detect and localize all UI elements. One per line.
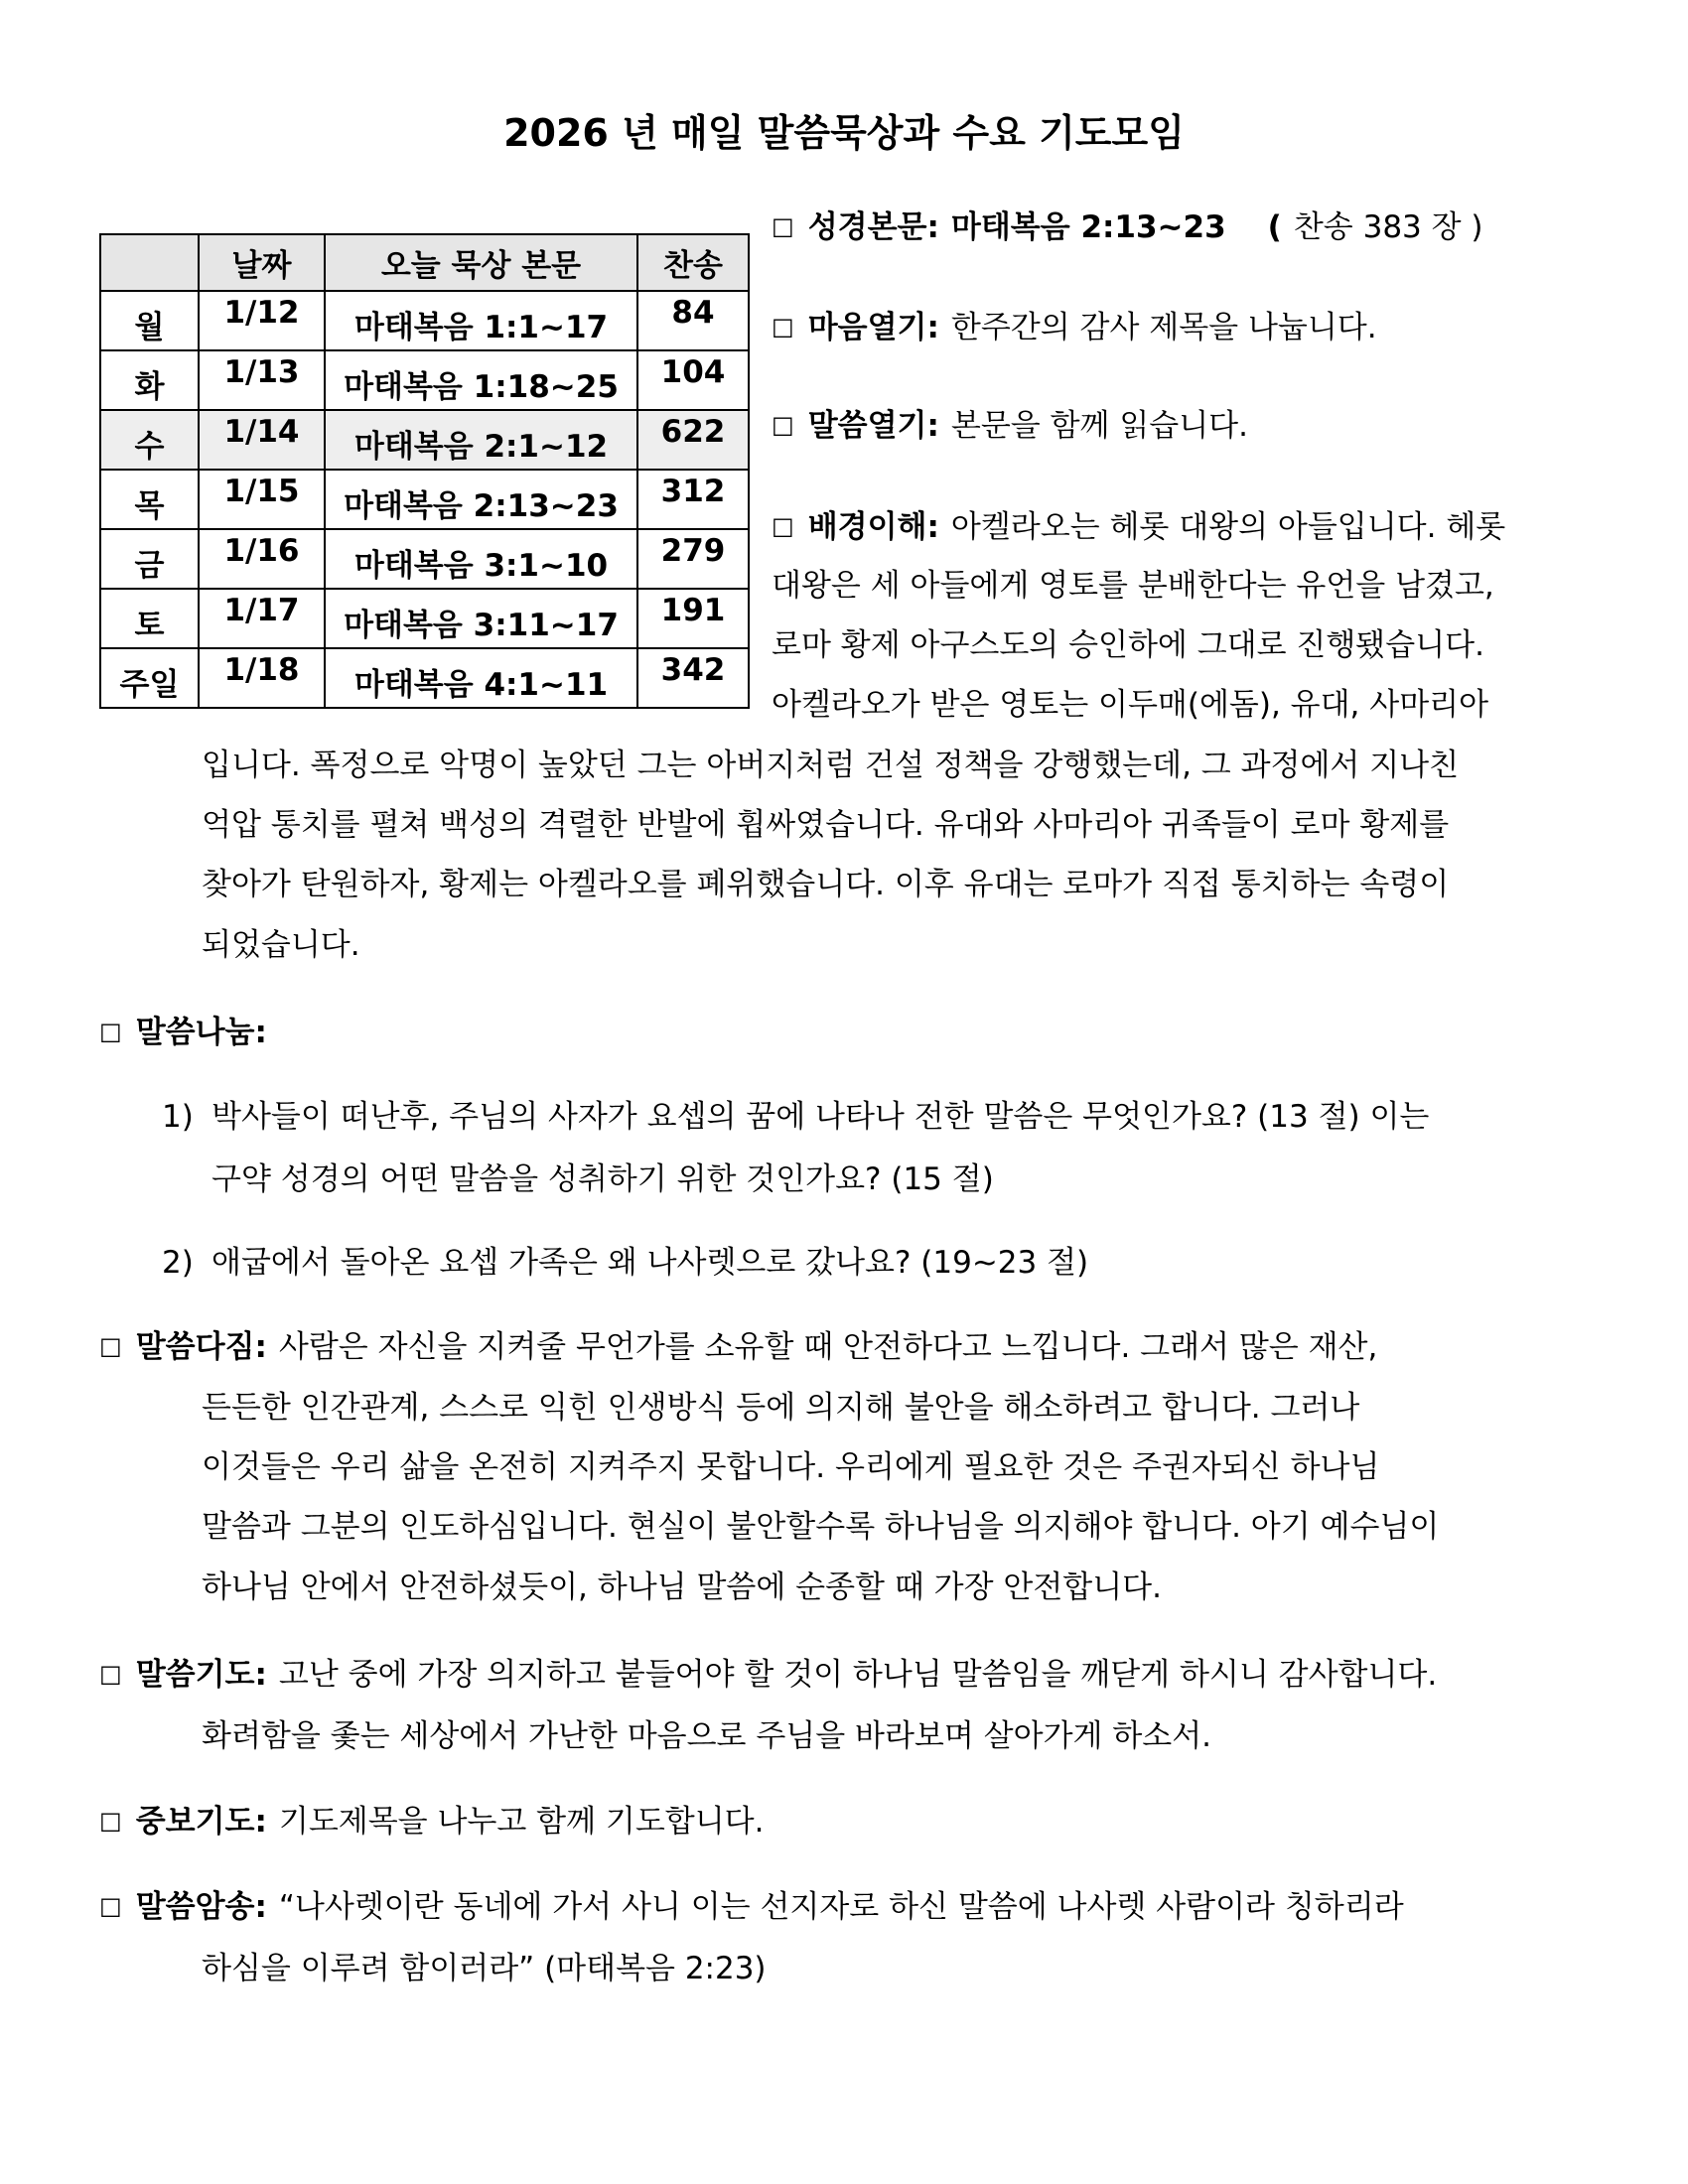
row-day: 화 — [100, 350, 199, 410]
row-hymn: 622 — [637, 410, 749, 470]
open-word-line — [772, 406, 1248, 448]
header-date: 날짜 — [199, 234, 325, 291]
row-date: 1/17 — [199, 589, 325, 648]
row-passage: 마태복음 4:1~11 — [325, 648, 637, 708]
resolution-line-4: 말씀과 그분의 인도하심입니다. 현실이 불안할수록 하나님을 의지해야 합니다. 아기 예수님이 — [202, 1509, 1440, 1545]
checkbox-bullet: □ — [772, 411, 794, 439]
background-label: 배경이해: — [807, 509, 939, 545]
table-row — [100, 350, 749, 410]
row-date: 1/14 — [199, 410, 325, 470]
sharing-label: 말씀나눔: — [135, 1015, 267, 1050]
background-line-2: 대왕은 세 아들에게 영토를 분배한다는 유언을 남겼고, — [772, 568, 1494, 604]
memory-line-1 — [99, 1887, 1404, 1929]
memory-label: 말씀암송: — [135, 1889, 267, 1925]
background-line-4: 아켈라오가 받은 영토는 이두매(에돔), 유대, 사마리아 — [772, 687, 1489, 723]
prayer-label: 말씀기도: — [135, 1657, 267, 1693]
background-line-7: 찾아가 탄원하자, 황제는 아켈라오를 폐위했습니다. 이후 유대는 로마가 직접 통치하는 속령이 — [202, 867, 1450, 902]
row-passage: 마태복음 1:18~25 — [325, 350, 637, 410]
question-1 — [162, 1097, 1429, 1137]
question-1-cont: 구약 성경의 어떤 말씀을 성취하기 위한 것인가요? (15 절) — [211, 1161, 994, 1197]
prayer-line-2: 화려함을 좇는 세상에서 가난한 마음으로 주님을 바라보며 살아가게 하소서. — [202, 1718, 1212, 1754]
header-passage: 오늘 묵상 본문 — [325, 234, 637, 291]
table-row — [100, 410, 749, 470]
row-date: 1/16 — [199, 529, 325, 589]
question-number: 1) — [162, 1099, 194, 1135]
question-number: 2) — [162, 1245, 194, 1281]
resolution-line-3: 이것들은 우리 삶을 온전히 지켜주지 못합니다. 우리에게 필요한 것은 주권자되신 하나님 — [202, 1449, 1380, 1485]
row-day: 월 — [100, 291, 199, 350]
paren-open: ( — [1267, 209, 1282, 245]
table-row — [100, 648, 749, 708]
checkbox-bullet: □ — [99, 1807, 122, 1835]
row-hymn: 104 — [637, 350, 749, 410]
schedule-header-row — [100, 234, 749, 291]
row-day: 수 — [100, 410, 199, 470]
open-heart-label: 마음열기: — [807, 310, 939, 345]
open-word-text: 본문을 함께 읽습니다. — [950, 408, 1248, 444]
checkbox-bullet: □ — [99, 1018, 122, 1045]
prayer-line-1 — [99, 1655, 1437, 1697]
intercession-text: 기도제목을 나누고 함께 기도합니다. — [278, 1804, 765, 1840]
resolution-text: 사람은 자신을 지켜줄 무언가를 소유할 때 안전하다고 느낍니다. 그래서 많은 재산, — [278, 1329, 1378, 1365]
open-heart-text: 한주간의 감사 제목을 나눕니다. — [950, 310, 1377, 345]
row-date: 1/18 — [199, 648, 325, 708]
checkbox-bullet: □ — [772, 512, 794, 540]
page-title: 2026 년 매일 말씀묵상과 수요 기도모임 — [503, 111, 1185, 155]
checkbox-bullet: □ — [772, 313, 794, 341]
row-day: 토 — [100, 589, 199, 648]
question-text: 애굽에서 돌아온 요셉 가족은 왜 나사렛으로 갔나요? (19~23 절) — [211, 1245, 1089, 1281]
row-hymn: 312 — [637, 470, 749, 529]
sharing-line — [99, 1013, 279, 1054]
row-passage: 마태복음 2:1~12 — [325, 410, 637, 470]
row-hymn: 84 — [637, 291, 749, 350]
open-word-label: 말씀열기: — [807, 408, 939, 444]
row-hymn: 342 — [637, 648, 749, 708]
prayer-text: 고난 중에 가장 의지하고 붙들어야 할 것이 하나님 말씀임을 깨닫게 하시니 감사합니다. — [278, 1657, 1438, 1693]
row-day: 목 — [100, 470, 199, 529]
row-passage: 마태복음 1:1~17 — [325, 291, 637, 350]
scripture-hymn: 찬송 383 장 ) — [1293, 209, 1483, 245]
row-date: 1/13 — [199, 350, 325, 410]
checkbox-bullet: □ — [99, 1892, 122, 1920]
table-row — [100, 470, 749, 529]
memory-text: “나사렛이란 동네에 가서 사니 이는 선지자로 하신 말씀에 나사렛 사람이라 칭하리라 — [278, 1889, 1404, 1925]
scripture-line — [772, 207, 1483, 249]
header-hymn: 찬송 — [637, 234, 749, 291]
table-row — [100, 529, 749, 589]
table-row — [100, 291, 749, 350]
checkbox-bullet: □ — [99, 1332, 122, 1360]
background-text: 아켈라오는 헤롯 대왕의 아들입니다. 헤롯 — [950, 509, 1506, 545]
table-row — [100, 589, 749, 648]
row-passage: 마태복음 3:1~10 — [325, 529, 637, 589]
question-2 — [162, 1243, 1088, 1283]
checkbox-bullet: □ — [99, 1660, 122, 1688]
memory-line-2: 하심을 이루려 함이러라” (마태복음 2:23) — [202, 1951, 767, 1986]
resolution-line-1 — [99, 1327, 1377, 1369]
background-line-5: 입니다. 폭정으로 악명이 높았던 그는 아버지처럼 건설 정책을 강행했는데, 그 과정에서 지나친 — [202, 748, 1460, 783]
checkbox-bullet: □ — [772, 212, 794, 240]
header-day — [100, 234, 199, 291]
row-hymn: 191 — [637, 589, 749, 648]
row-hymn: 279 — [637, 529, 749, 589]
scripture-label: 성경본문: — [807, 209, 939, 245]
row-date: 1/15 — [199, 470, 325, 529]
background-line-8: 되었습니다. — [202, 927, 360, 963]
row-day: 주일 — [100, 648, 199, 708]
intercession-line — [99, 1802, 764, 1843]
question-text: 박사들이 떠난후, 주님의 사자가 요셉의 꿈에 나타나 전한 말씀은 무엇인가요? (13 절) 이는 — [211, 1099, 1430, 1135]
intercession-label: 중보기도: — [135, 1804, 267, 1840]
scripture-ref: 마태복음 2:13~23 — [950, 209, 1226, 245]
background-line-1 — [772, 507, 1505, 549]
resolution-label: 말씀다짐: — [135, 1329, 267, 1365]
row-date: 1/12 — [199, 291, 325, 350]
schedule-table — [99, 233, 750, 709]
open-heart-line — [772, 308, 1377, 349]
background-line-3: 로마 황제 아구스도의 승인하에 그대로 진행됐습니다. — [772, 627, 1484, 663]
resolution-line-5: 하나님 안에서 안전하셨듯이, 하나님 말씀에 순종할 때 가장 안전합니다. — [202, 1570, 1162, 1605]
row-passage: 마태복음 3:11~17 — [325, 589, 637, 648]
row-day: 금 — [100, 529, 199, 589]
background-line-6: 억압 통치를 펼쳐 백성의 격렬한 반발에 휩싸였습니다. 유대와 사마리아 귀족들이 로마 황제를 — [202, 807, 1450, 843]
row-passage: 마태복음 2:13~23 — [325, 470, 637, 529]
resolution-line-2: 든든한 인간관계, 스스로 익힌 인생방식 등에 의지해 불안을 해소하려고 합니다. 그러나 — [202, 1390, 1360, 1426]
